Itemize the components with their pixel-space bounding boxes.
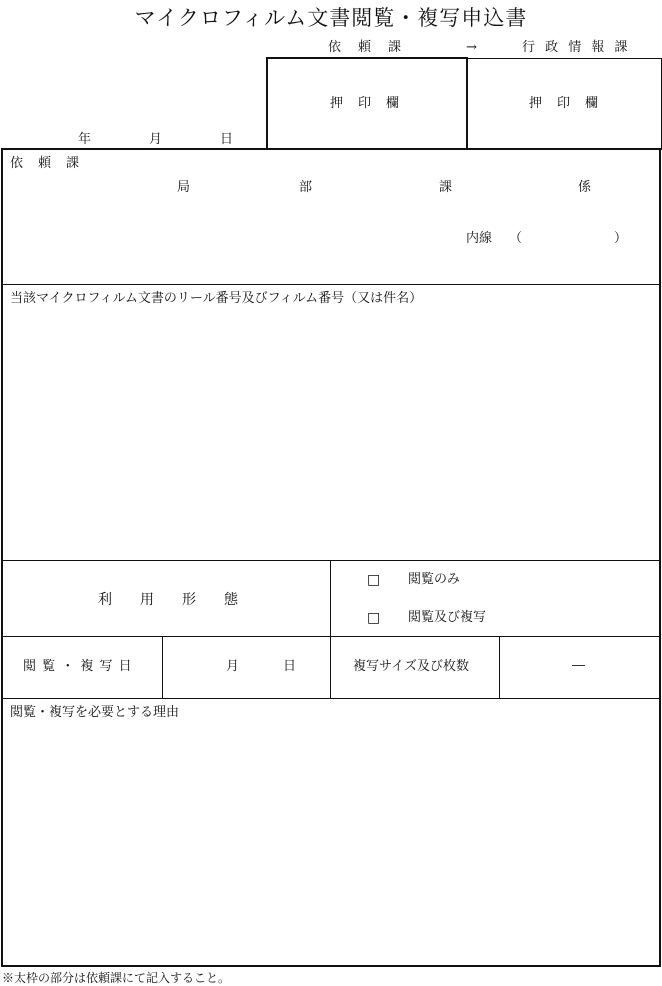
option-view-only-label: 閲覧のみ bbox=[408, 572, 461, 587]
extension-open-paren: （ bbox=[509, 231, 523, 246]
requester-label: 依 頼 課 bbox=[10, 156, 81, 171]
copy-size-label: 複写サイズ及び枚数 bbox=[353, 659, 469, 674]
extension-field[interactable] bbox=[530, 226, 610, 248]
divider-schedule-3 bbox=[499, 636, 500, 698]
extension-close-paren: ） bbox=[614, 231, 628, 246]
stamp-label-admin: 押 印 欄 bbox=[529, 96, 600, 111]
section-label: 課 bbox=[439, 180, 453, 195]
extension-label: 内線 bbox=[466, 231, 493, 246]
divider-reason-top bbox=[2, 698, 660, 699]
option-view-and-copy-label: 閲覧及び複写 bbox=[408, 610, 487, 625]
schedule-date-field[interactable] bbox=[170, 645, 320, 689]
document-ref-label: 当該マイクロフィルム文書のリール番号及びフィルム番号（又は件名） bbox=[10, 291, 423, 306]
date-day-label: 日 bbox=[220, 132, 234, 147]
routing-arrow: → bbox=[466, 40, 477, 55]
routing-to: 行 政 情 報 課 bbox=[522, 40, 631, 55]
checkbox-view-and-copy[interactable]: □ bbox=[367, 610, 381, 626]
document-ref-field[interactable] bbox=[4, 310, 658, 558]
bureau-label: 局 bbox=[177, 180, 191, 195]
footnote: ※太枠の部分は依頼課にて記入すること。 bbox=[2, 971, 231, 985]
divider-usage-top bbox=[2, 560, 660, 561]
form-title: マイクロフィルム文書閲覧・複写申込書 bbox=[134, 6, 528, 30]
date-month-label: 月 bbox=[149, 132, 163, 147]
subsection-label: 係 bbox=[578, 180, 592, 195]
checkbox-view-only[interactable]: □ bbox=[367, 572, 381, 588]
schedule-month-label: 月 bbox=[226, 659, 240, 674]
divider-requester bbox=[2, 284, 660, 285]
divider-schedule-1 bbox=[162, 636, 163, 698]
divider-schedule-top bbox=[2, 636, 660, 637]
routing-from: 依 頼 課 bbox=[328, 40, 404, 55]
reason-label: 閲覧・複写を必要とする理由 bbox=[10, 705, 180, 720]
reason-field[interactable] bbox=[4, 724, 658, 962]
date-year-label: 年 bbox=[78, 132, 92, 147]
usage-label: 利 用 形 態 bbox=[98, 592, 238, 608]
copy-size-value: ― bbox=[572, 658, 585, 673]
schedule-day-label: 日 bbox=[283, 659, 297, 674]
department-label: 部 bbox=[299, 180, 313, 195]
divider-usage-vertical bbox=[330, 560, 331, 698]
copy-size-field[interactable] bbox=[505, 645, 655, 689]
stamp-label-requester: 押 印 欄 bbox=[330, 96, 401, 111]
schedule-label: 閲 覧 ・ 複 写 日 bbox=[23, 659, 133, 674]
